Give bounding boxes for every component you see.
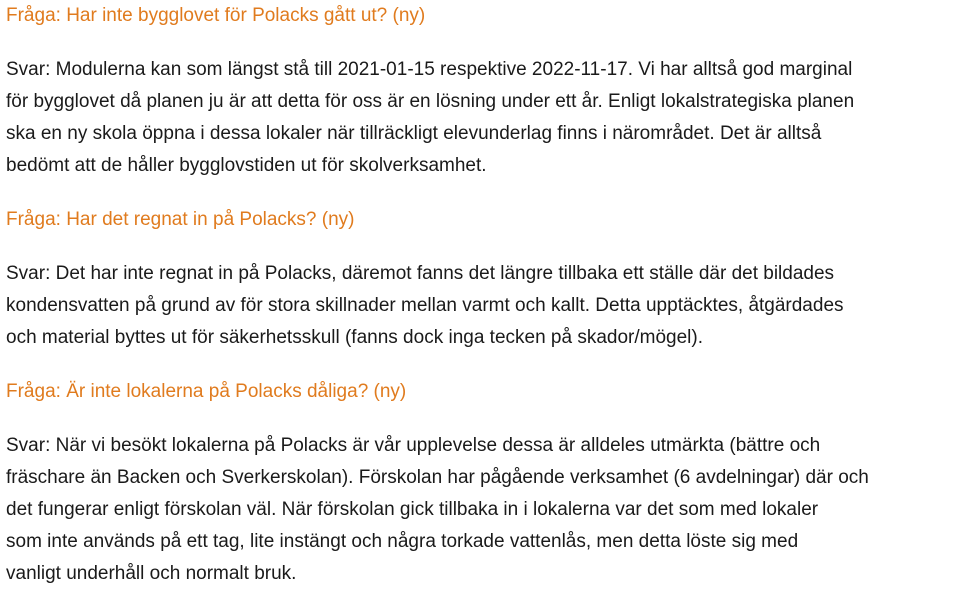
answer-line: bedömt att de håller bygglovstiden ut för skolverksamhet. <box>6 155 487 176</box>
answer-line: kondensvatten på grund av för stora skillnader mellan varmt och kallt. Detta upptäcktes, åtgärdades <box>6 295 844 316</box>
answer-paragraph <box>6 258 956 354</box>
answer-line: som inte används på ett tag, lite instängt och några torkade vattenlås, men detta löste sig med <box>6 531 799 552</box>
faq-item-3 <box>6 376 956 590</box>
faq-item-2 <box>6 204 956 376</box>
answer-line: det fungerar enligt förskolan väl. När förskolan gick tillbaka in i lokalerna var det som med lokaler <box>6 499 819 520</box>
document-body <box>6 0 956 590</box>
answer-paragraph <box>6 430 956 590</box>
question-heading: Fråga: Har det regnat in på Polacks? (ny) <box>6 209 355 230</box>
answer-line: ska en ny skola öppna i dessa lokaler när tillräckligt elevunderlag finns i närområdet. Det är alltså <box>6 123 822 144</box>
answer-line: Svar: Det har inte regnat in på Polacks, däremot fanns det längre tillbaka ett ställe där det bildades <box>6 263 835 284</box>
answer-line: för bygglovet då planen ju är att detta för oss är en lösning under ett år. Enligt lokalstrategiska planen <box>6 91 855 112</box>
answer-line: vanligt underhåll och normalt bruk. <box>6 563 297 584</box>
question-heading: Fråga: Har inte bygglovet för Polacks gått ut? (ny) <box>6 5 426 26</box>
answer-line: och material byttes ut för säkerhetsskull (fanns dock inga tecken på skador/mögel). <box>6 327 704 348</box>
answer-line: Svar: När vi besökt lokalerna på Polacks är vår upplevelse dessa är alldeles utmärkta (bättre och <box>6 435 821 456</box>
answer-line: fräschare än Backen och Sverkerskolan). Förskolan har pågående verksamhet (6 avdelningar) där och <box>6 467 869 488</box>
answer-paragraph <box>6 54 956 182</box>
faq-item-1 <box>6 0 956 204</box>
answer-line: Svar: Modulerna kan som längst stå till 2021-01-15 respektive 2022-11-17. Vi har alltså god marginal <box>6 59 853 80</box>
question-heading: Fråga: Är inte lokalerna på Polacks dåliga? (ny) <box>6 381 407 402</box>
